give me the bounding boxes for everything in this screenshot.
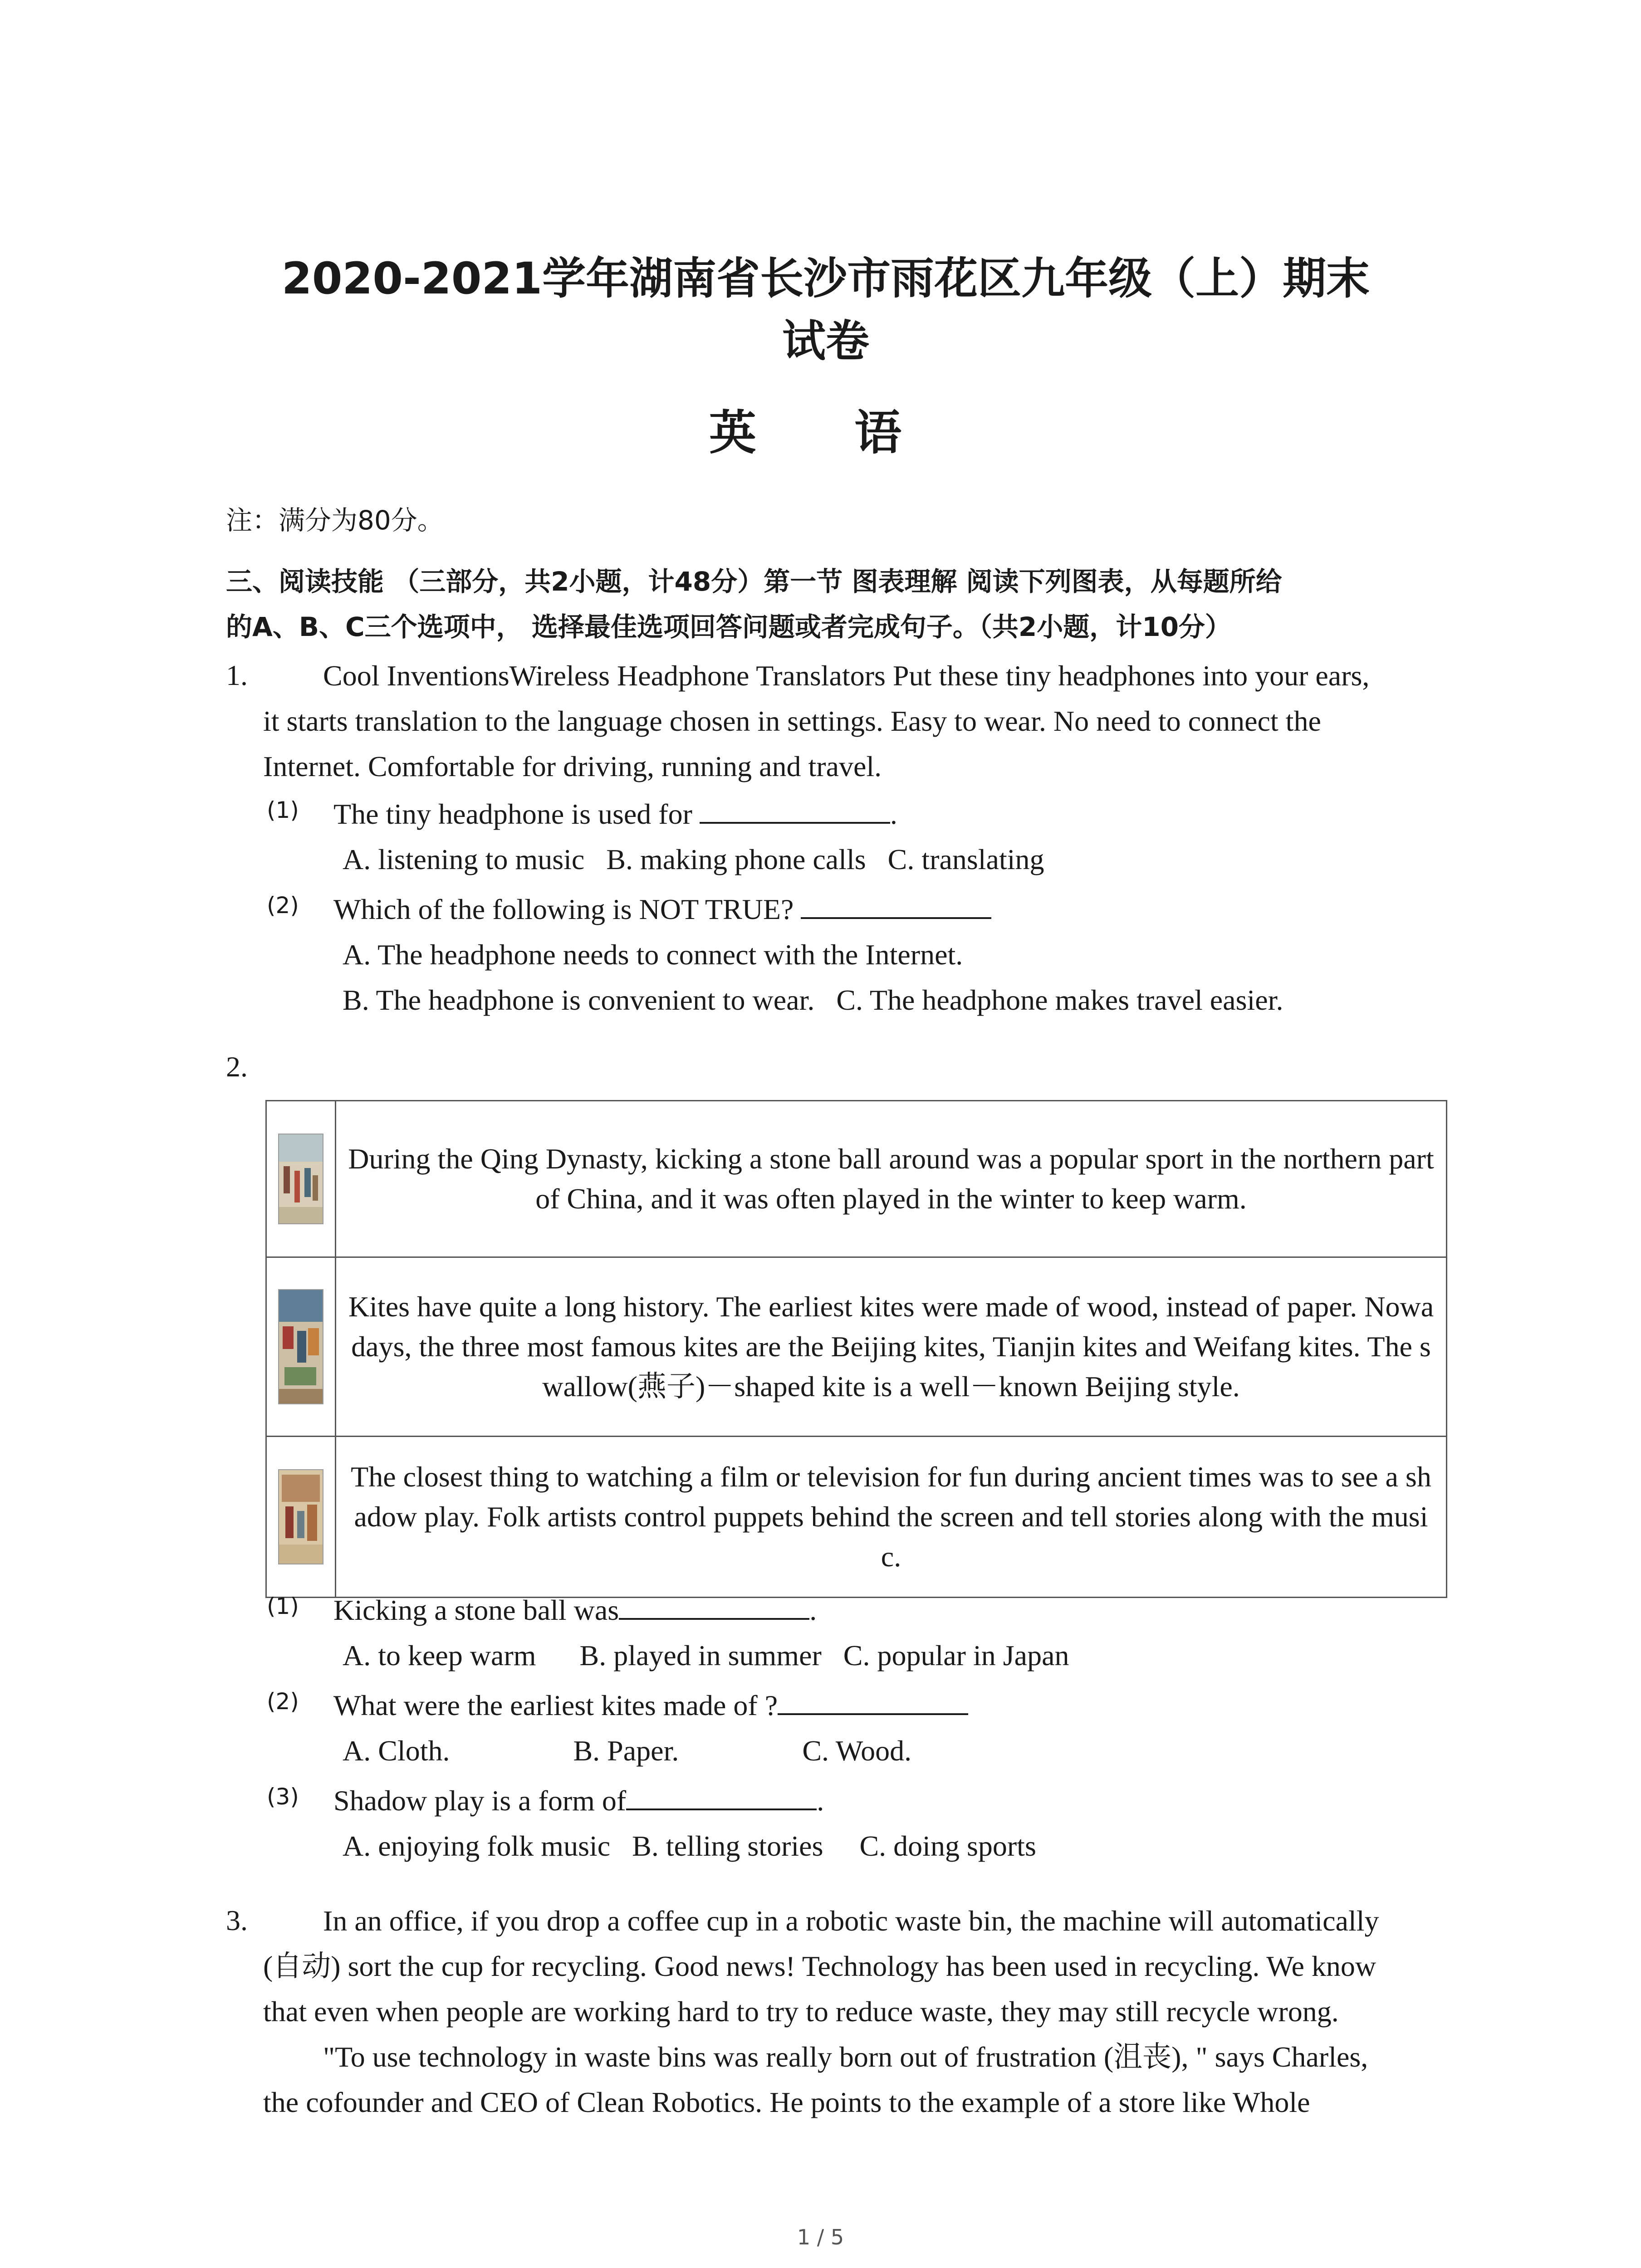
table-row-text: Kites have quite a long history. The earliest kites were made of wood, instead of paper. Nowadays, the three most famous kites are the Beijing kites, Tianjin kites and Weifang kites. The swallow(燕子)－shaped kite is a well－known Beijing style. (336, 1257, 1447, 1437)
question-1-1-text: The tiny headphone is used for (333, 798, 692, 830)
question-1-number: 1. (226, 659, 248, 691)
painting-thumbnail-icon (278, 1289, 323, 1404)
table-image-cell (266, 1101, 336, 1257)
question-2-3-period: . (817, 1784, 824, 1817)
table-row-text: During the Qing Dynasty, kicking a stone ball around was a popular sport in the northern part of China, and it was often played in the winter to keep warm. (336, 1101, 1447, 1257)
question-1-1-period: . (890, 798, 897, 830)
question-2-1-stem (333, 1588, 817, 1633)
table-image-cell (266, 1437, 336, 1598)
question-2-2-text: What were the earliest kites made of ? (333, 1689, 778, 1721)
question-2-3-stem (333, 1778, 824, 1823)
answer-blank (700, 795, 890, 824)
score-note: 注：满分为80分。 (226, 505, 444, 536)
question-2-1-period: . (809, 1594, 817, 1626)
table-row (266, 1437, 1447, 1598)
question-1-1-number: (1) (267, 797, 299, 823)
question-1-2-number: (2) (267, 892, 299, 919)
table-row (266, 1257, 1447, 1437)
question-2-3-number: (3) (267, 1784, 299, 1810)
question-3-number: 3. (226, 1904, 248, 1936)
question-1-passage-line-1: Cool InventionsWireless Headphone Translators Put these tiny headphones into your ears, (323, 660, 1370, 692)
painting-thumbnail-icon (278, 1469, 323, 1564)
question-3-passage-line-4: "To use technology in waste bins was really born out of frustration (沮丧), " says Charles, (323, 2041, 1368, 2073)
title-line-1: 2020-2021学年湖南省长沙市雨花区九年级（上）期末 (281, 253, 1370, 304)
question-1-2-stem (333, 887, 991, 932)
question-1-passage-line-3: Internet. Comfortable for driving, running and travel. (263, 750, 882, 782)
question-2-2-number: (2) (267, 1688, 299, 1715)
question-1-1-options: A. listening to music B. making phone calls C. translating (343, 843, 1044, 875)
answer-blank (778, 1686, 968, 1715)
question-2-3-text: Shadow play is a form of (333, 1784, 627, 1817)
answer-blank (619, 1591, 809, 1620)
question-3-passage-line-1: In an office, if you drop a coffee cup in a robotic waste bin, the machine will automatically (323, 1905, 1379, 1937)
question-3-passage-line-3: that even when people are working hard to try to reduce waste, they may still recycle wrong. (263, 1995, 1339, 2028)
question-2-1-text: Kicking a stone ball was (333, 1594, 619, 1626)
question-1-2-text: Which of the following is NOT TRUE? (333, 893, 794, 925)
question-1-2-options-bc: B. The headphone is convenient to wear. C. The headphone makes travel easier. (343, 984, 1283, 1016)
title-line-2: 试卷 (782, 316, 869, 367)
question-3-passage-line-5: the cofounder and CEO of Clean Robotics. He points to the example of a store like Whole (263, 2086, 1310, 2118)
question-2-number: 2. (226, 1051, 248, 1083)
question-1-1-stem (333, 792, 897, 837)
question-3-passage-line-2: (自动) sort the cup for recycling. Good news! Technology has been used in recycling. We know (263, 1950, 1376, 1982)
page-number: 1 / 5 (797, 2225, 844, 2249)
answer-blank (801, 890, 991, 919)
question-1-passage-line-2: it starts translation to the language chosen in settings. Easy to wear. No need to connect the (263, 705, 1321, 737)
question-2-1-options: A. to keep warm B. played in summer C. popular in Japan (343, 1639, 1069, 1672)
document-title (191, 247, 1461, 372)
table-row-text: The closest thing to watching a film or television for fun during ancient times was to see a shadow play. Folk artists control puppets behind the screen and tell stories along with the music. (336, 1437, 1447, 1598)
answer-blank (626, 1781, 817, 1810)
info-table (265, 1100, 1447, 1598)
table-row (266, 1101, 1447, 1257)
section-heading-line-1: 三、阅读技能 （三部分，共2小题，计48分）第一节 图表理解 阅读下列图表，从每题所给 (226, 566, 1282, 597)
subject-heading: 英 语 (709, 405, 943, 460)
question-1-2-option-a: A. The headphone needs to connect with the Internet. (343, 938, 963, 971)
question-2-3-options: A. enjoying folk music B. telling stories C. doing sports (343, 1830, 1036, 1862)
question-2-2-options: A. Cloth. B. Paper. C. Wood. (343, 1735, 912, 1767)
question-2-2-stem (333, 1683, 968, 1728)
section-heading-line-2: 的A、B、C三个选项中， 选择最佳选项回答问题或者完成句子。（共2小题，计10分） (226, 611, 1231, 642)
question-2-1-number: (1) (267, 1593, 299, 1619)
table-image-cell (266, 1257, 336, 1437)
painting-thumbnail-icon (278, 1134, 323, 1224)
